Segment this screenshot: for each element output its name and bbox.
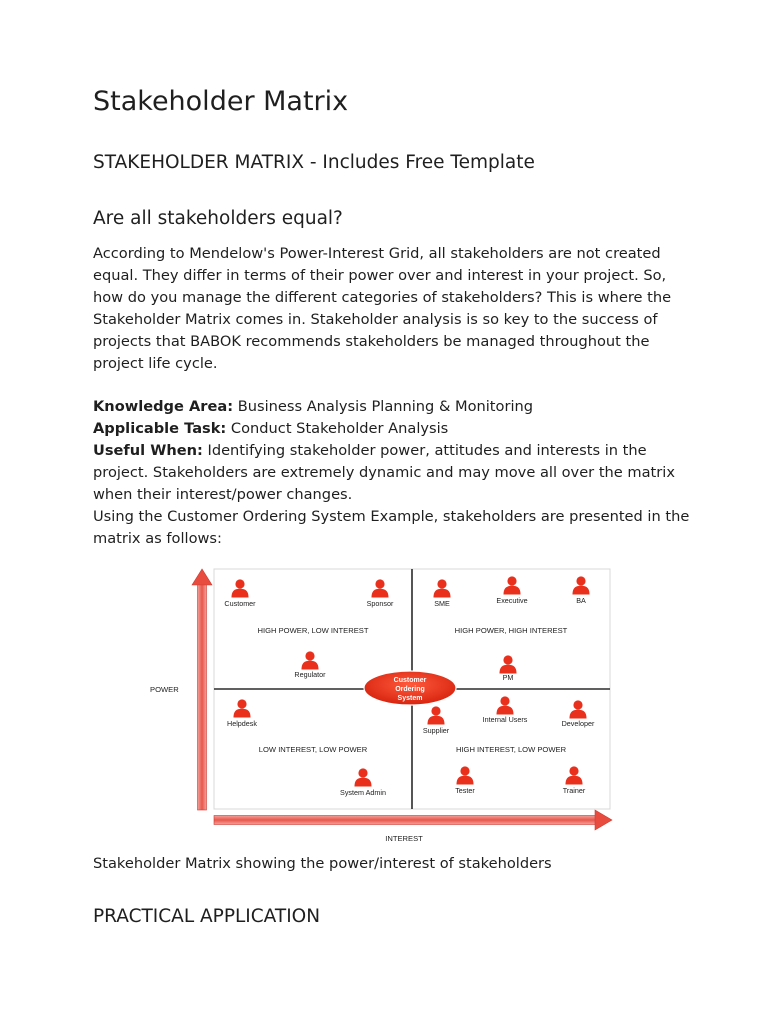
stakeholder-label: Helpdesk — [227, 719, 257, 728]
stakeholder-label: Customer — [224, 599, 256, 608]
useful-when-label: Useful When: — [93, 442, 203, 459]
stakeholder-label: Regulator — [294, 670, 326, 679]
stakeholder-label: SME — [434, 599, 450, 608]
quadrant-label-top-left: HIGH POWER, LOW INTEREST — [257, 626, 369, 635]
stakeholder-label: Tester — [455, 786, 475, 795]
applicable-task-line — [93, 418, 693, 440]
center-label-line-2: Ordering — [395, 686, 425, 693]
meta-block — [93, 396, 693, 550]
stakeholder-matrix-figure — [146, 564, 616, 846]
center-label-line-1: Customer — [393, 677, 427, 684]
interest-axis-label: INTEREST — [385, 834, 423, 843]
knowledge-area-line — [93, 396, 693, 418]
section-question-heading: Are all stakeholders equal? — [93, 208, 343, 229]
applicable-task-value: Conduct Stakeholder Analysis — [226, 420, 449, 437]
useful-when-value: Identifying stakeholder power, attitudes and interests in the project. Stakeholders are extremely dynamic and may move all over the matrix when their interest/power changes. — [93, 442, 675, 503]
useful-when-line — [93, 440, 693, 506]
intro-paragraph: According to Mendelow's Power-Interest Grid, all stakeholders are not created equal. They differ in terms of their power over and interest in your project. So, how do you manage the different categories of stakeholders? This is where the Stakeholder Matrix comes in. Stakeholder analysis is so key to the success of projects that BABOK recommends stakeholders be managed throughout the project life cycle. — [93, 245, 672, 372]
quadrant-label-top-right: HIGH POWER, HIGH INTEREST — [454, 626, 568, 635]
example-line: Using the Customer Ordering System Example, stakeholders are presented in the matrix as follows: — [93, 508, 690, 547]
stakeholder-label: Developer — [561, 719, 595, 728]
stakeholder-label: Executive — [496, 596, 528, 605]
power-axis-arrow — [192, 569, 212, 810]
section-heading-practical: PRACTICAL APPLICATION — [93, 906, 321, 927]
stakeholder-label: Internal Users — [482, 715, 528, 724]
applicable-task-label: Applicable Task: — [93, 420, 227, 437]
interest-axis-arrow — [214, 810, 612, 830]
center-label-line-3: System — [397, 695, 423, 702]
stakeholder-label: Trainer — [562, 786, 586, 795]
figure-caption: Stakeholder Matrix showing the power/interest of stakeholders — [93, 855, 552, 872]
stakeholder-label: Sponsor — [366, 599, 394, 608]
page-subtitle: STAKEHOLDER MATRIX - Includes Free Template — [93, 152, 535, 173]
stakeholder-label: System Admin — [340, 788, 386, 797]
page-title: Stakeholder Matrix — [93, 86, 349, 117]
stakeholder-label: Supplier — [422, 726, 450, 735]
stakeholder-label: BA — [576, 596, 586, 605]
quadrant-label-bottom-right: HIGH INTEREST, LOW POWER — [455, 745, 567, 754]
knowledge-area-value: Business Analysis Planning & Monitoring — [233, 398, 534, 415]
knowledge-area-label: Knowledge Area: — [93, 398, 234, 415]
stakeholder-label: PM — [502, 673, 514, 682]
power-axis-label: POWER — [150, 685, 179, 694]
customer-ordering-system-center — [364, 671, 456, 705]
quadrant-label-bottom-left: LOW INTEREST, LOW POWER — [258, 745, 368, 754]
